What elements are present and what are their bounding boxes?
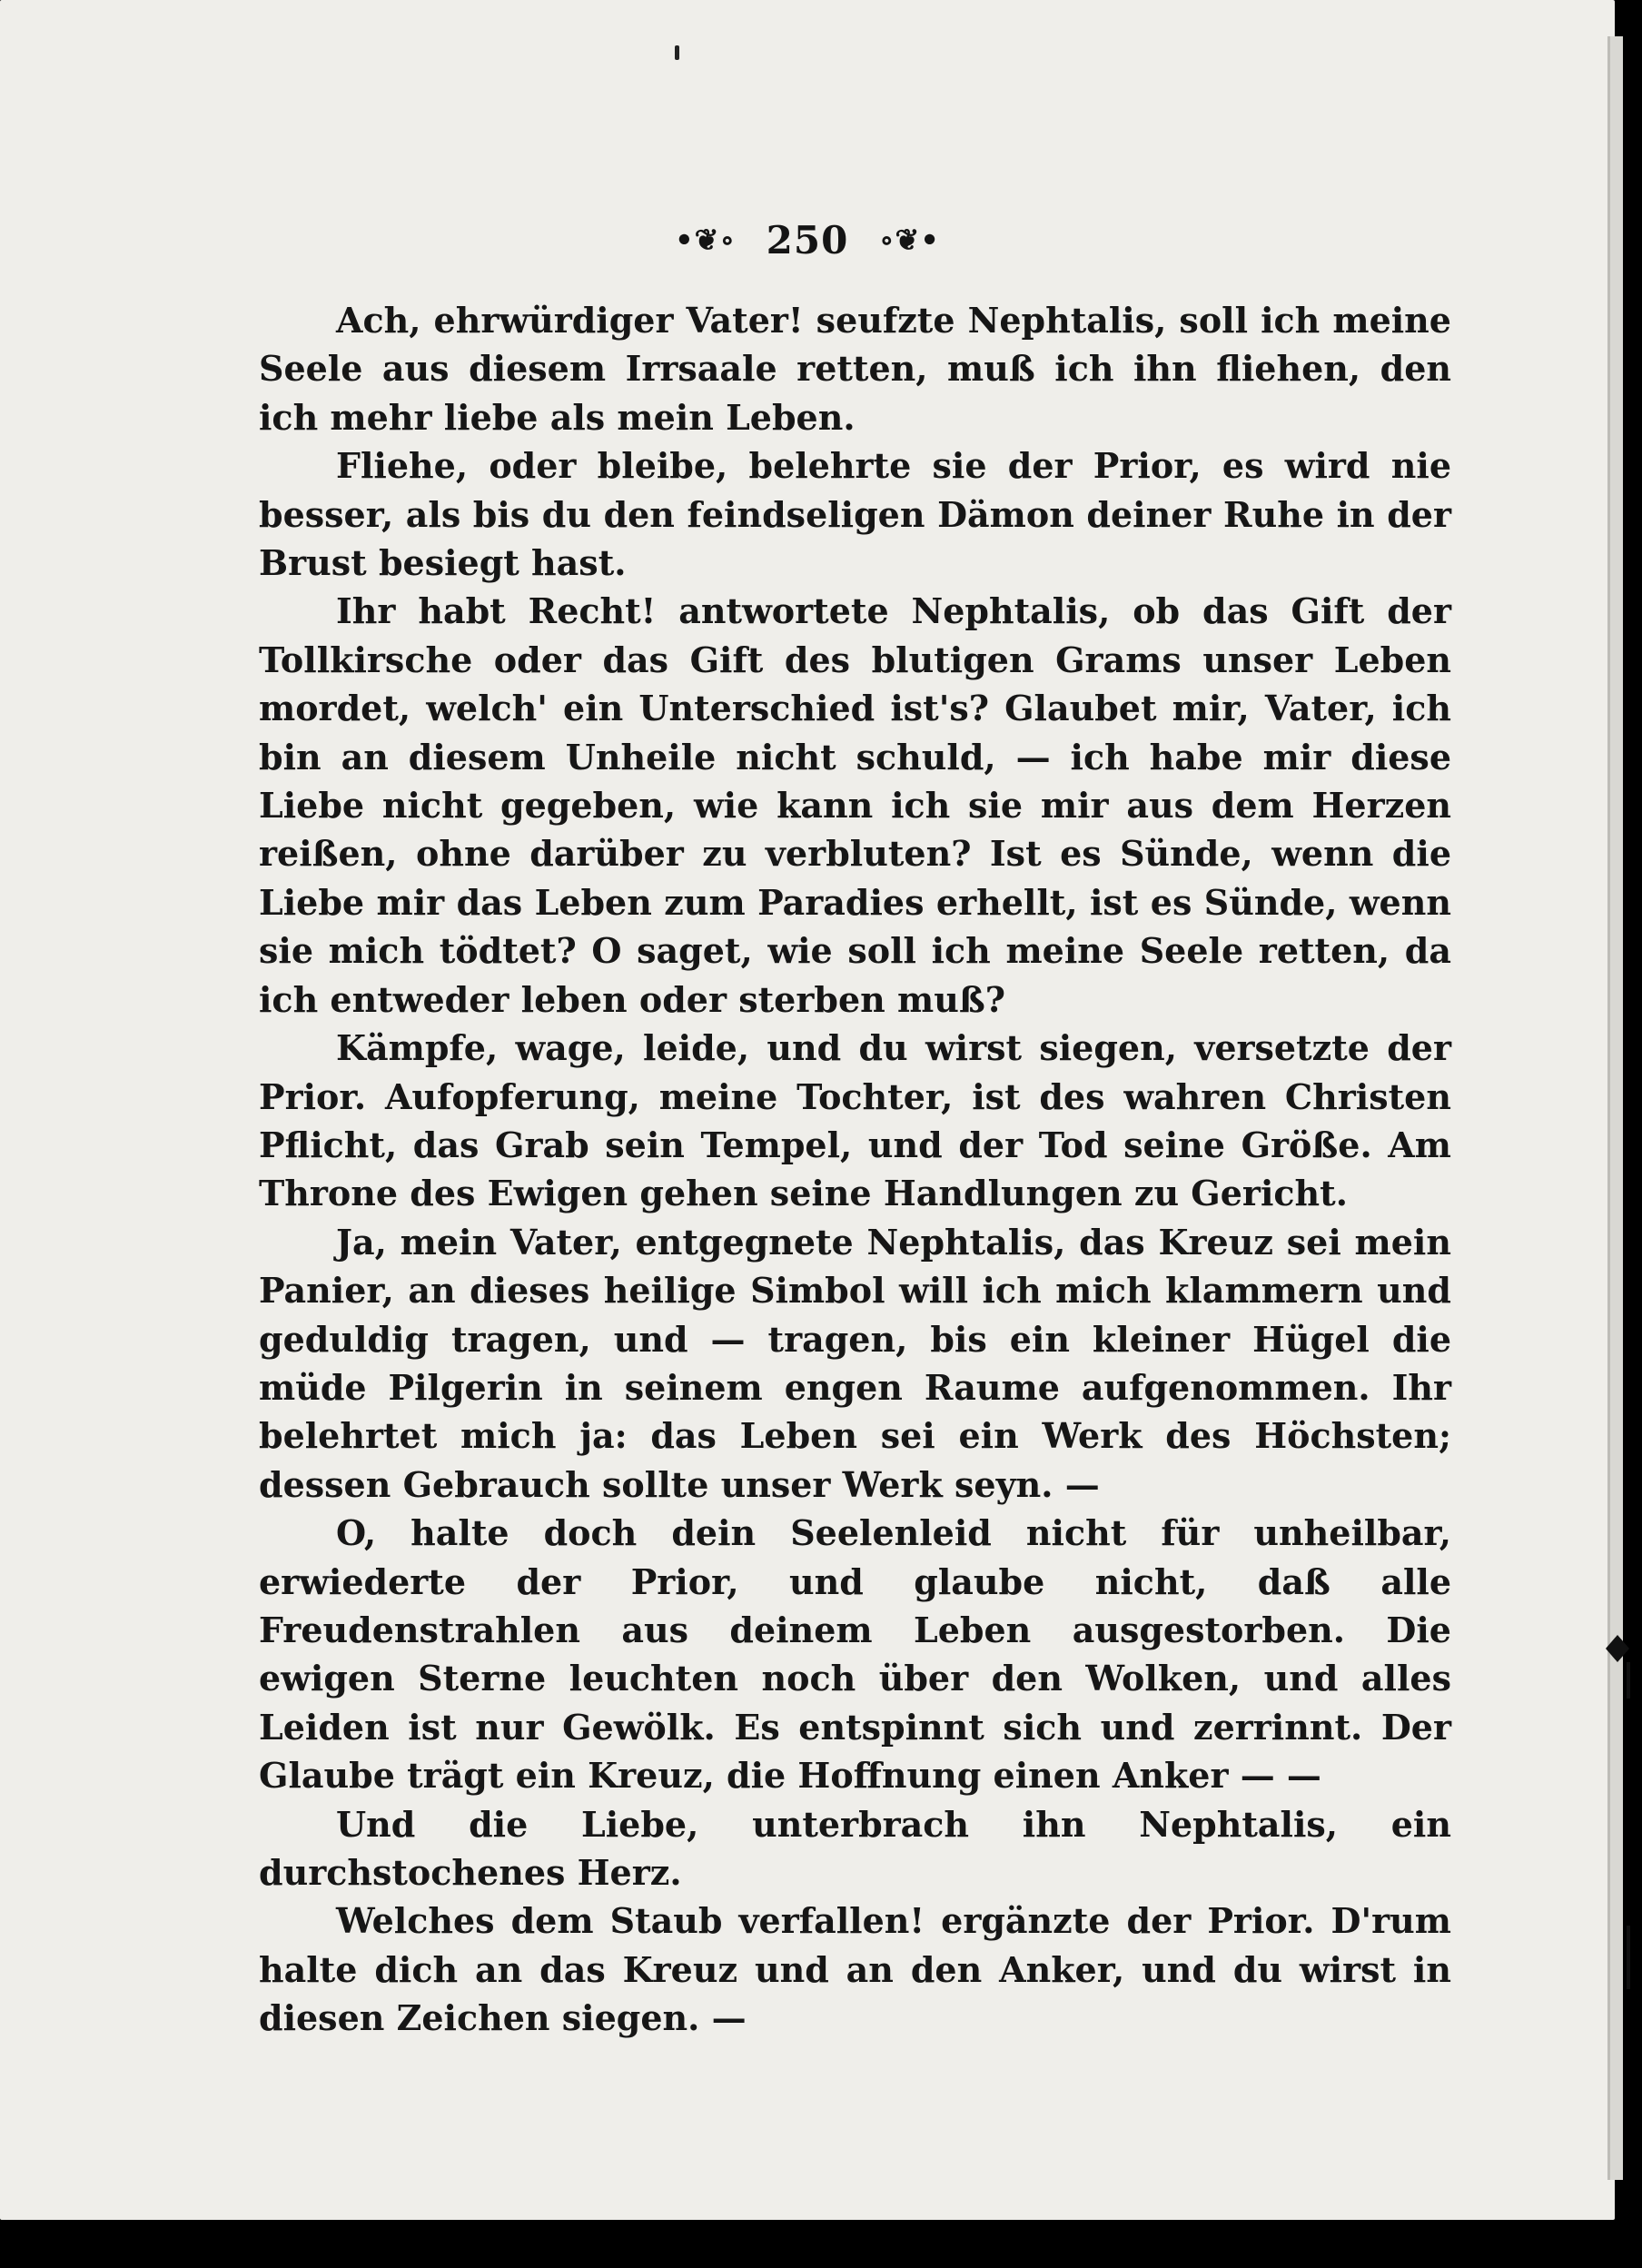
paragraph: Ihr habt Recht! antwortete Nephtalis, ob das Gift der Tollkirsche oder das Gift des blutigen Grams unser Leben mordet, welch' ein Unterschied ist's? Glaubet mir, Vater, ich bin an diesem Unheile nicht schuld, — ich habe mir diese Liebe nicht gegeben, wie kann ich sie mir aus dem Herzen reißen, ohne darüber zu verbluten? Ist es Sünde, wenn die Liebe mir das Leben zum Paradies erhellt, ist es Sünde, wenn sie mich tödtet? O saget, wie soll ich meine Seele retten, da ich entweder leben oder sterben muß?	[259, 590, 1451, 1020]
paragraph: Ach, ehrwürdiger Vater! seufzte Nephtalis, soll ich meine Seele aus diesem Irrsaale retten, muß ich ihn fliehen, den ich mehr liebe als mein Leben.	[259, 300, 1451, 438]
paragraph: Ja, mein Vater, entgegnete Nephtalis, das Kreuz sei mein Panier, an dieses heilige Simbol will ich mich klammern und geduldig tragen, und — tragen, bis ein kleiner Hügel die müde Pilgerin in seinem engen Raume aufgenommen. Ihr belehrtet mich ja: das Leben sei ein Werk des Höchsten; dessen Gebrauch sollte unser Werk seyn. —	[259, 1221, 1451, 1505]
paragraph: Und die Liebe, unterbrach ihn Nephtalis, ein durchstochenes Herz.	[259, 1803, 1451, 1893]
paragraph: O, halte doch dein Seelenleid nicht für unheilbar, erwiederte der Prior, und glaube nicht, daß alle Freudenstrahlen aus deinem Leben ausgestorben. Die ewigen Sterne leuchten noch über den Wolken, und alles Leiden ist nur Gewölk. Es entspinnt sich und zerrinnt. Der Glaube trägt ein Kreuz, die Hoffnung einen Anker — —	[259, 1512, 1451, 1797]
ornament-right: ∘❦•	[878, 223, 940, 257]
paragraph: Welches dem Staub verfallen! ergänzte der Prior. D'rum halte dich an das Kreuz und an den Anker, und du wirst in diesen Zeichen siegen. —	[259, 1900, 1451, 2039]
page-header	[0, 218, 1615, 262]
edge-tick	[1627, 1926, 1630, 1989]
paragraph: Fliehe, oder bleibe, belehrte sie der Prior, es wird nie besser, als bis du den feindseligen Dämon deiner Ruhe in der Brust besiegt hast.	[259, 445, 1451, 584]
paragraph: Kämpfe, wage, leide, und du wirst siegen, versetzte der Prior. Aufopferung, meine Tochter, ist des wahren Christen Pflicht, das Grab sein Tempel, und der Tod seine Größe. Am Throne des Ewigen gehen seine Handlungen zu Gericht.	[259, 1027, 1451, 1214]
edge-tick	[1627, 1662, 1630, 1699]
ornament-left: •❦∘	[675, 223, 737, 257]
page-number: 250	[766, 218, 849, 262]
ink-speck	[675, 45, 679, 60]
body-text	[259, 296, 1451, 2043]
page-edge	[1607, 36, 1623, 2180]
